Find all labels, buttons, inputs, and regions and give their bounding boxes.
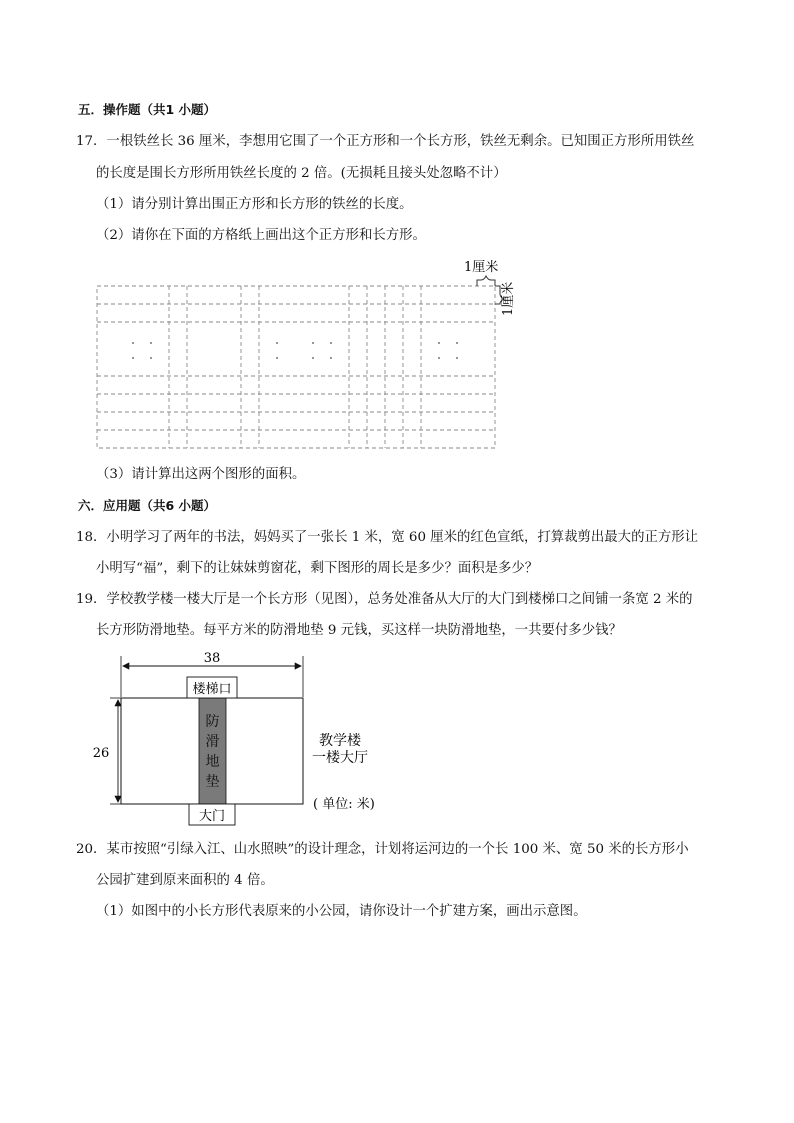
q20-sub1: （1）如图中的小长方形代表原来的小公园，请你设计一个扩建方案，画出示意图。 <box>96 904 587 919</box>
q18-line1: 18．小明学习了两年的书法，妈妈买了一张长 1 米，宽 60 厘米的红色宣纸，打算裁剪出最大的正方形让 <box>76 530 699 545</box>
door-label: 大门 <box>198 809 226 824</box>
q17-sub2: （2）请你在下面的方格纸上画出这个正方形和长方形。 <box>96 228 426 243</box>
q18-line2: 小明写“福”，剩下的让妹妹剪窗花，剩下图形的周长是多少？面积是多少？ <box>96 561 539 576</box>
q19-line2: 长方形防滑地垫。每平方米的防滑地垫 9 元钱，买这样一块防滑地垫，一共要付多少钱？ <box>96 623 622 638</box>
q19-line1: 19．学校教学楼一楼大厅是一个长方形（见图），总务处准备从大厅的大门到楼梯口之间铺一条宽 2 米的 <box>76 592 693 607</box>
mat-char-2: 滑 <box>205 734 220 750</box>
mat-char-1: 防 <box>205 714 220 730</box>
q20-line1: 20．某市按照“引绿入江、山水照映”的设计理念，计划将运河边的一个长 100 米、宽 50 米的长方形小 <box>76 842 689 857</box>
unit-label: ( 单位: 米) <box>313 797 375 812</box>
q17-sub1: （1）请分别计算出围正方形和长方形的铁丝的长度。 <box>96 197 413 212</box>
hall-label-2: 一楼大厅 <box>312 750 368 766</box>
q20-line2: 公园扩建到原来面积的 4 倍。 <box>96 873 274 888</box>
mat-char-4: 垫 <box>205 774 220 790</box>
section-5-title: 五．操作题（共1 小题） <box>78 102 217 117</box>
stair-label: 楼梯口 <box>192 682 232 697</box>
scale-label-horizontal: 1厘米 <box>464 260 499 275</box>
q17-sub3: （3）请计算出这两个图形的面积。 <box>96 467 306 482</box>
scale-label-vertical: 1厘米 <box>501 281 516 316</box>
width-label: 38 <box>203 651 221 666</box>
q17-line2: 的长度是围长方形所用铁丝长度的 2 倍。(无损耗且接头处忽略不计） <box>96 166 507 181</box>
height-label: 26 <box>92 746 110 761</box>
mat-char-3: 地 <box>205 754 220 770</box>
q17-line1: 17．一根铁丝长 36 厘米，李想用它围了一个正方形和一个长方形，铁丝无剩余。已知围正方形所用铁丝 <box>76 134 695 149</box>
section-6-title: 六．应用题（共6 小题） <box>78 498 217 513</box>
hall-label-1: 教学楼 <box>319 733 361 749</box>
